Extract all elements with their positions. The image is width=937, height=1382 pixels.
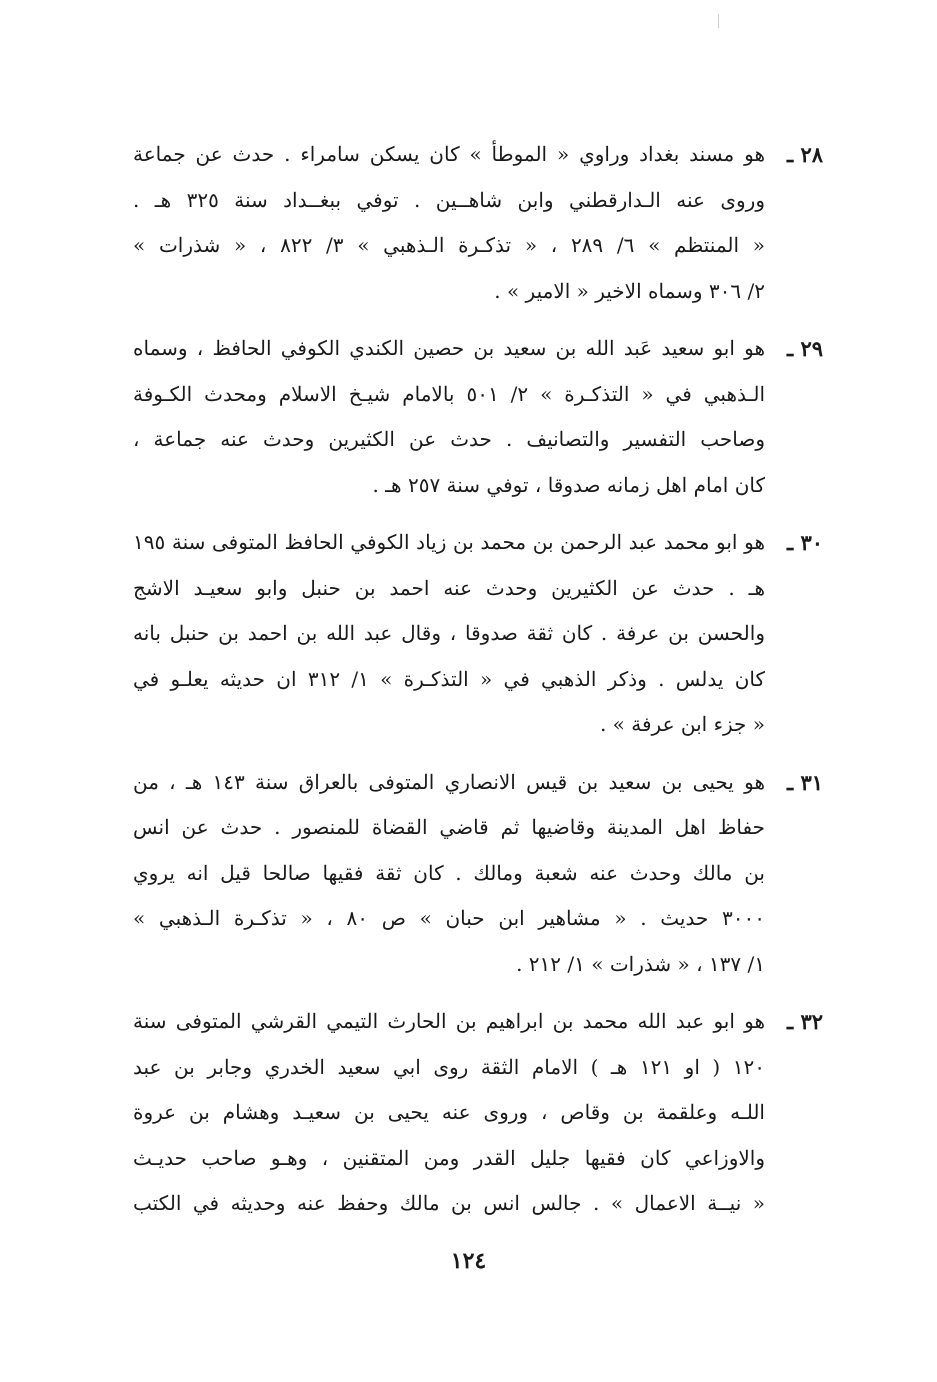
footnote-31 (133, 760, 823, 988)
scan-artifact (718, 14, 719, 28)
footnote-text (133, 132, 765, 314)
text-line: هو يحيى بن سعيد بن قيس الانصاري المتوفى بالعراق سنة ١٤٣ هـ ، من (133, 769, 765, 794)
text-line: بن مالك وحدث عنه شعبة ومالك . كان ثقة فقيها صالحا قيل انه يروي (133, 860, 765, 885)
text-line: والاوزاعي كان فقيها جليل القدر ومن المتقنين ، وهـو صاحب حديـث (133, 1145, 765, 1170)
text-line: اللـه وعلقمة بن وقاص ، وروى عنه يحيى بن سعيـد وهشام بن عروة (133, 1100, 765, 1124)
footnote-text (133, 520, 765, 748)
text-line: الـذهبي في « التذكـرة » ٢/ ٥٠١ بالامام شيـخ الاسلام ومحدث الكـوفة (133, 381, 765, 406)
text-line: « نيــة الاعمال » . جالس انس بن مالك وحفظ عنه وحديثه في الكتب (133, 1191, 765, 1215)
footnote-30 (133, 520, 823, 748)
text-line: وصاحب التفسير والتصانيف . حدث عن الكثيرين وحدث عنه جماعة ، (133, 427, 765, 451)
footnote-29 (133, 326, 823, 508)
text-line: هو مسند بغداد وراوي « الموطأ » كان يسكن سامراء . حدث عن جماعة (133, 142, 765, 166)
page-number: ١٢٤ (450, 1248, 487, 1274)
footnote-number: ٣١ ـ (786, 769, 823, 795)
text-line: ٢/ ٣٠٦ وسماه الاخير « الامير » . (494, 278, 765, 303)
footnotes-section (133, 132, 823, 1239)
text-line: والحسن بن عرفة . كان ثقة صدوقا ، وقال عبد الله بن احمد بن حنبل بانه (133, 621, 765, 645)
text-line: هو ابو محمد عبد الرحمن بن محمد بن زياد الكوفي الحافظ المتوفى سنة ١٩٥ (133, 530, 765, 554)
text-line: وروى عنه الـدارقطني وابن شاهــين . توفي ببغــداد سنة ٣٢٥ هـ . (133, 187, 765, 212)
text-line: ٣٠٠٠ حديث . « مشاهير ابن حبان » ص ٨٠ ، « تذكـرة الـذهبي » (133, 906, 765, 930)
footnote-number: ٣٢ ـ (786, 1009, 823, 1034)
text-line: كان امام اهل زمانه صدوقا ، توفي سنة ٢٥٧ هـ . (372, 472, 765, 497)
text-line: كان يدلس . وذكر الذهبي في « التذكـرة » ١/ ٣١٢ ان حديثه يعلـو في (133, 666, 765, 691)
text-line: هـ . حدث عن الكثيرين وحدث عنه احمد بن حنبل وابو سعيـد الاشج (133, 575, 765, 600)
text-line: هو ابو عبد الله محمد بن ابراهيم بن الحارث التيمي القرشي المتوفى سنة (133, 1009, 765, 1033)
text-line: ١٢٠ ( او ١٢١ هـ ) الامام الثقة روى ابي سعيد الخدري وجابر بن عبد (133, 1054, 765, 1079)
footnote-text (133, 326, 765, 508)
text-line: « جزء ابن عرفة » . (599, 712, 765, 736)
footnote-28 (133, 132, 823, 314)
footnote-text (133, 760, 765, 988)
footnote-number: ٢٩ ـ (786, 336, 823, 361)
footnote-number: ٣٠ ـ (786, 530, 823, 555)
text-line: حفاظ اهل المدينة وقاضيها ثم قاضي القضاة للمنصور . حدث عن انس (133, 815, 765, 839)
text-line: هو ابو سعيد عَبد الله بن سعيد بن حصين الكندي الكوفي الحافظ ، وسماه (133, 336, 765, 360)
footnote-32 (133, 999, 823, 1227)
text-line: ١/ ١٣٧ ، « شذرات » ١/ ٢١٢ . (516, 951, 765, 976)
footnote-text (133, 999, 765, 1227)
text-line: « المنتظم » ٦/ ٢٨٩ ، « تذكـرة الـذهبي » ٣/ ٨٢٢ ، « شذرات » (133, 233, 765, 257)
footnote-number: ٢٨ ـ (786, 142, 823, 167)
